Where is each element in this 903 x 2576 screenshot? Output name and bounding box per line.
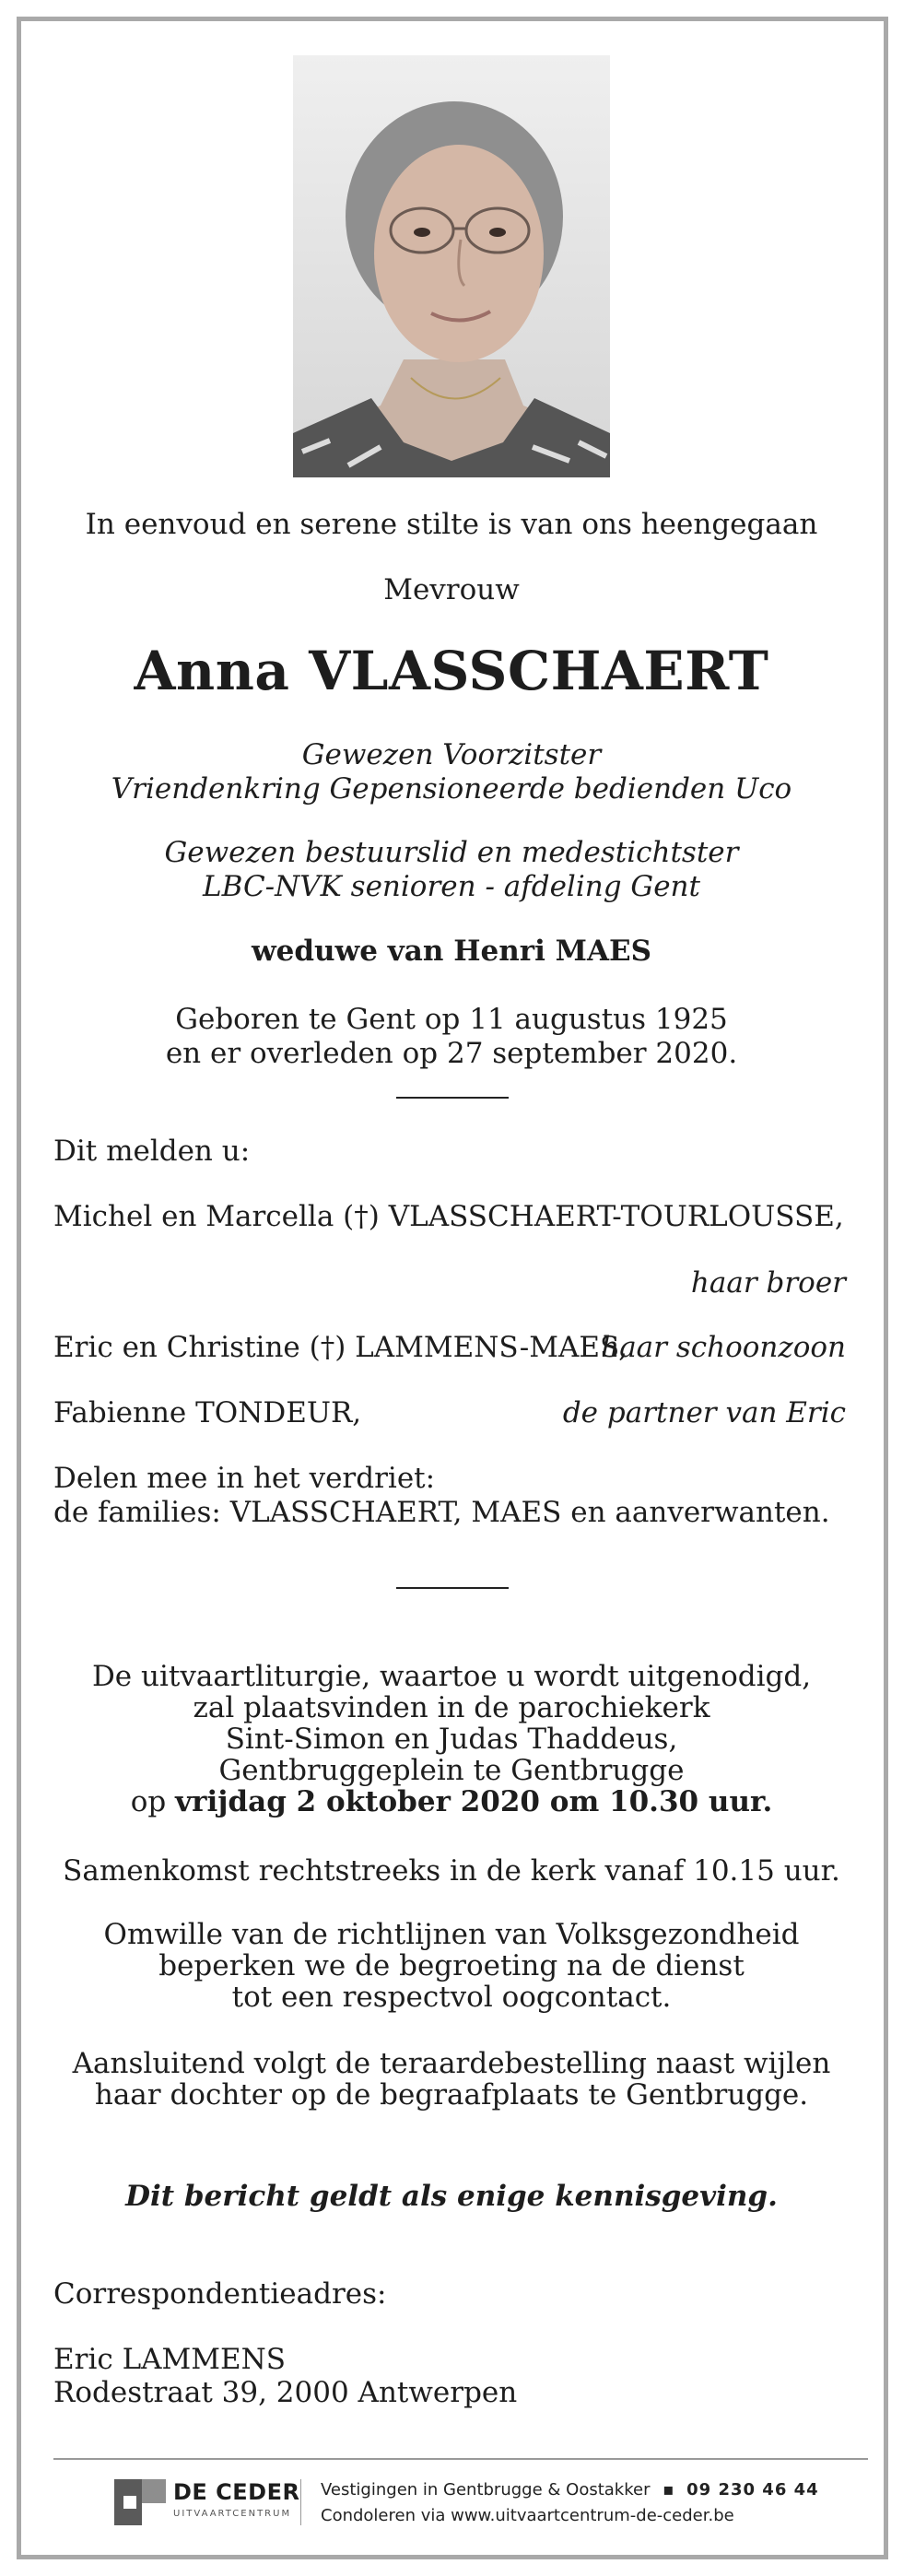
footer-info-line-1: [321, 2480, 819, 2500]
deceased-name: Anna VLASSCHAERT: [134, 640, 769, 702]
covid-line-2: beperken we de begroeting na de dienst: [158, 1949, 745, 1982]
family-3-names: Fabienne TONDEUR,: [53, 1396, 362, 1429]
footer-condolences: Condoleren via www.uitvaartcentrum-de-ceder.be: [321, 2506, 734, 2525]
role-2-line-2: LBC-NVK senioren - afdeling Gent: [203, 870, 700, 903]
family-1-relation: haar broer: [690, 1266, 846, 1300]
divider-1: [396, 1097, 509, 1099]
ceremony-line-4: Gentbruggeplein te Gentbrugge: [218, 1754, 685, 1787]
death-line: en er overleden op 27 september 2020.: [165, 1037, 738, 1070]
family-2-relation: haar schoonzoon: [601, 1331, 846, 1364]
birth-line: Geboren te Gent op 11 augustus 1925: [175, 1003, 728, 1036]
footer-separator: [300, 2479, 301, 2525]
correspondence-address: Rodestraat 39, 2000 Antwerpen: [53, 2376, 518, 2409]
widow-prefix: weduwe van: [251, 935, 444, 968]
burial-line-1: Aansluitend volgt de teraardebestelling naast wijlen: [72, 2047, 831, 2080]
burial-line-2: haar dochter op de begraafplaats te Gentbrugge.: [94, 2078, 809, 2111]
footer-divider: [53, 2458, 868, 2460]
grief-line-2: de families: VLASSCHAERT, MAES en aanverwanten.: [53, 1496, 830, 1529]
de-ceder-logo-icon: [114, 2479, 166, 2525]
role-1-line-2: Vriendenkring Gepensioneerde bedienden Uco: [111, 772, 792, 806]
ceremony-line-2: zal plaatsvinden in de parochiekerk: [193, 1691, 710, 1724]
widow-name: Henri MAES: [453, 935, 652, 968]
widow-line: [0, 934, 903, 969]
gathering-text: Samenkomst rechtstreeks in de kerk vanaf 10.15 uur.: [63, 1854, 840, 1888]
ceremony-date-line: [0, 1784, 903, 1819]
announcers-intro: Dit melden u:: [53, 1135, 251, 1168]
covid-line-3: tot een respectvol oogcontact.: [231, 1981, 672, 2014]
grief-line-1: Delen mee in het verdriet:: [53, 1462, 436, 1495]
family-3-relation: de partner van Eric: [562, 1396, 846, 1429]
footer-phone: 09 230 46 44: [686, 2480, 819, 2500]
logo-name: DE CEDER: [173, 2479, 300, 2505]
footer-bullet: ▪: [663, 2480, 674, 2500]
footer-locations: Vestigingen in Gentbrugge & Oostakker: [321, 2480, 651, 2500]
role-1-line-1: Gewezen Voorzitster: [301, 738, 602, 771]
salutation: Mevrouw: [383, 573, 520, 606]
ceremony-date: vrijdag 2 oktober 2020 om 10.30 uur.: [175, 1785, 773, 1818]
portrait-image: [293, 55, 610, 477]
portrait-photo: [293, 55, 610, 477]
notice-text: Dit bericht geldt als enige kennisgeving.: [125, 2180, 778, 2213]
logo-subtitle: UITVAARTCENTRUM: [173, 2509, 292, 2519]
role-2-line-1: Gewezen bestuurslid en medestichtster: [164, 836, 739, 869]
correspondence-name: Eric LAMMENS: [53, 2343, 287, 2376]
ceremony-line-3: Sint-Simon en Judas Thaddeus,: [225, 1723, 678, 1756]
divider-2: [396, 1587, 509, 1589]
family-2-names: Eric en Christine (†) LAMMENS-MAES,: [53, 1331, 627, 1364]
correspondence-label: Correspondentieadres:: [53, 2277, 387, 2311]
covid-line-1: Omwille van de richtlijnen van Volksgezondheid: [103, 1918, 800, 1951]
family-1-names: Michel en Marcella (†) VLASSCHAERT-TOURLOUSSE,: [53, 1200, 844, 1233]
ceremony-line-1: De uitvaartliturgie, waartoe u wordt uitgenodigd,: [91, 1660, 812, 1693]
ceremony-date-prefix: op: [130, 1785, 167, 1818]
intro-text: In eenvoud en serene stilte is van ons heengegaan: [85, 508, 818, 541]
